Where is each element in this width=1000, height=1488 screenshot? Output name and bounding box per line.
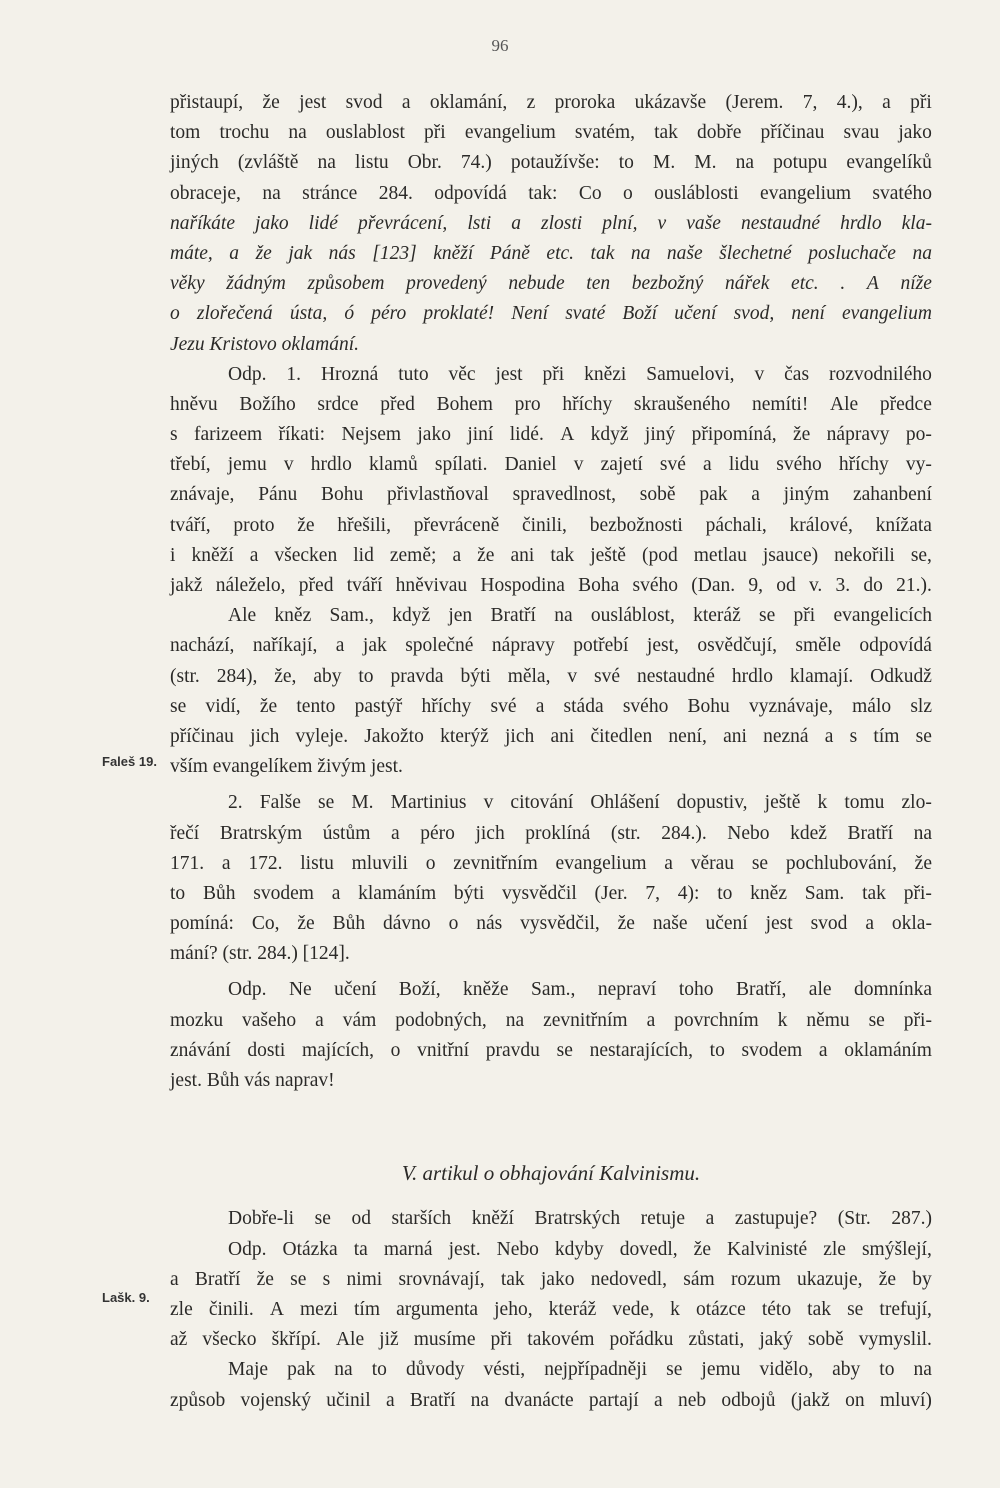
text-line: o zlořečená ústa, ó péro proklaté! Není svaté Boží učení svod, není evangelium (170, 303, 932, 325)
text-line: mání? (str. 284.) [124]. (170, 943, 350, 965)
text-line: to Bůh svodem a klamáním býti vysvědčil (Jer. 7, 4): to kněz Sam. tak při- (170, 882, 932, 904)
text-line: Jezu Kristovo oklamání. (170, 333, 360, 355)
section-heading: V. artikul o obhajování Kalvinismu. (401, 1161, 701, 1186)
text-line: mozku vašeho a vám podobných, na zevnitřním a povrchním k němu se při- (170, 1009, 932, 1031)
text-line: Maje pak na to důvody vésti, nejpřípadněji se jemu vidělo, aby to na (228, 1359, 932, 1381)
text-line: jest. Bůh vás naprav! (170, 1070, 335, 1091)
page-number: 96 (491, 36, 509, 55)
text-line: tom trochu na ouslablost při evangelium svatém, tak dobře příčinau svau jako (170, 122, 932, 144)
paragraph (170, 788, 932, 969)
paragraph (170, 1204, 932, 1355)
text-line: zle činili. A mezi tím argumenta jeho, kteráž vede, k otázce této tak se trefují, (170, 1298, 932, 1320)
text-line: a Bratří že se s nimi srovnávají, tak jako nedovedl, sám rozum ukazuje, že by (170, 1268, 932, 1290)
text-line: řečí Bratrským ústům a péro jich proklíná (str. 284.). Nebo kdež Bratří na (170, 822, 932, 844)
text-line: způsob vojenský učinil a Bratří na dvanácte partají a neb odbojů (jakž on mluví) (170, 1389, 932, 1411)
text-line: Odp. Ne učení Boží, kněže Sam., nepraví toho Bratří, ale domnínka (228, 979, 932, 1001)
text-line: znávání dosti majících, o vnitřní pravdu se nestarajících, to svodem a oklamáním (170, 1039, 932, 1061)
text-line: máte, a že jak nás [123] kněží Páně etc. tak na naše šlechetné posluchače na (170, 242, 932, 264)
margin-note-lask: Lašk. 9. (102, 1290, 150, 1305)
text-line: jiných (zvláště na listu Obr. 74.) potaužívše: to M. M. na potupu evangelíků (170, 152, 932, 174)
text-line: (str. 284), že, aby to pravda býti měla, v své nestaudné hrdlo klamají. Odkudž (170, 665, 932, 687)
page-body (170, 88, 932, 1416)
text-line: 2. Falše se M. Martinius v citování Ohlášení dopustiv, ještě k tomu zlo- (228, 792, 932, 814)
text-line: naříkáte jako lidé převrácení, lsti a zlosti plní, v vaše nestaudné hrdlo kla- (170, 212, 932, 234)
text-line: obraceje, na stránce 284. odpovídá tak: Co o ousláblosti evangelium svatého (170, 182, 932, 204)
paragraph (170, 975, 932, 1096)
paragraph (170, 1355, 932, 1415)
text-line: Odp. Otázka ta marná jest. Nebo kdyby dovedl, že Kalvinisté zle smýšlejí, (228, 1238, 932, 1260)
text-line: nachází, naříkají, a jak společné nápravy potřebí jest, osvědčují, směle odpovídá (170, 635, 932, 657)
text-line: přistaupí, že jest svod a oklamání, z proroka ukázavše (Jerem. 7, 4.), a při (170, 92, 932, 113)
margin-note-fales: Faleš 19. (102, 754, 157, 769)
text-line: Ale kněz Sam., když jen Bratří na ousláblost, kteráž se při evangelicích (228, 605, 932, 627)
text-line: až všecko škřípí. Ale již musíme při takovém pořádku zůstati, jaký sobě vymyslil. (170, 1329, 932, 1351)
text-line: věky žádným způsobem provedený nebude ten bezbožný nářek etc. . A níže (170, 273, 932, 295)
text-line: 171. a 172. listu mluvili o zevnitřním evangelium a věrau se pochlubování, že (170, 852, 932, 874)
text-line: se vidí, že tento pastýř hříchy své a stáda svého Bohu vyznávaje, málo slz (170, 695, 932, 717)
text-line: pomíná: Co, že Bůh dávno o nás vysvědčil, že naše učení jest svod a okla- (170, 913, 932, 935)
text-line: hněvu Božího srdce před Bohem pro hříchy skraušeného nemíti! Ale předce (170, 393, 932, 415)
text-line: vším evangelíkem živým jest. (170, 756, 403, 778)
text-line: Odp. 1. Hrozná tuto věc jest při knězi Samuelovi, v čas rozvodnilého (228, 363, 932, 385)
text-line: s farizeem říkati: Nejsem jako jiní lidé. A když jiný připomíná, že nápravy po- (170, 424, 932, 446)
paragraph (170, 88, 932, 360)
text-line: znávaje, Pánu Bohu přivlastňoval spravedlnost, sobě pak a jiným zahanbení (170, 484, 932, 506)
text-line: Dobře-li se od starších kněží Bratrských retuje a zastupuje? (Str. 287.) (228, 1208, 932, 1230)
paragraph (170, 360, 932, 602)
text-line: jakž náleželo, před tváří hněvivau Hospodina Boha svého (Dan. 9, od v. 3. do 21.). (170, 575, 932, 596)
text-line: třebí, jemu v hrdlo klamů spílati. Daniel v zajetí své a lidu svého hříchy vy- (170, 454, 932, 476)
text-line: příčinau jich vyleje. Jakožto kterýž jich ani čitedlen není, ani nezná a s tím se (170, 725, 932, 747)
text-line: i kněží a všecken lid země; a že ani tak ještě (pod metlau jsauce) nekořili se, (170, 544, 932, 566)
text-line: tváří, proto že hřešili, převráceně činili, bezbožnosti páchali, králové, knížata (170, 514, 932, 536)
paragraph (170, 601, 932, 782)
